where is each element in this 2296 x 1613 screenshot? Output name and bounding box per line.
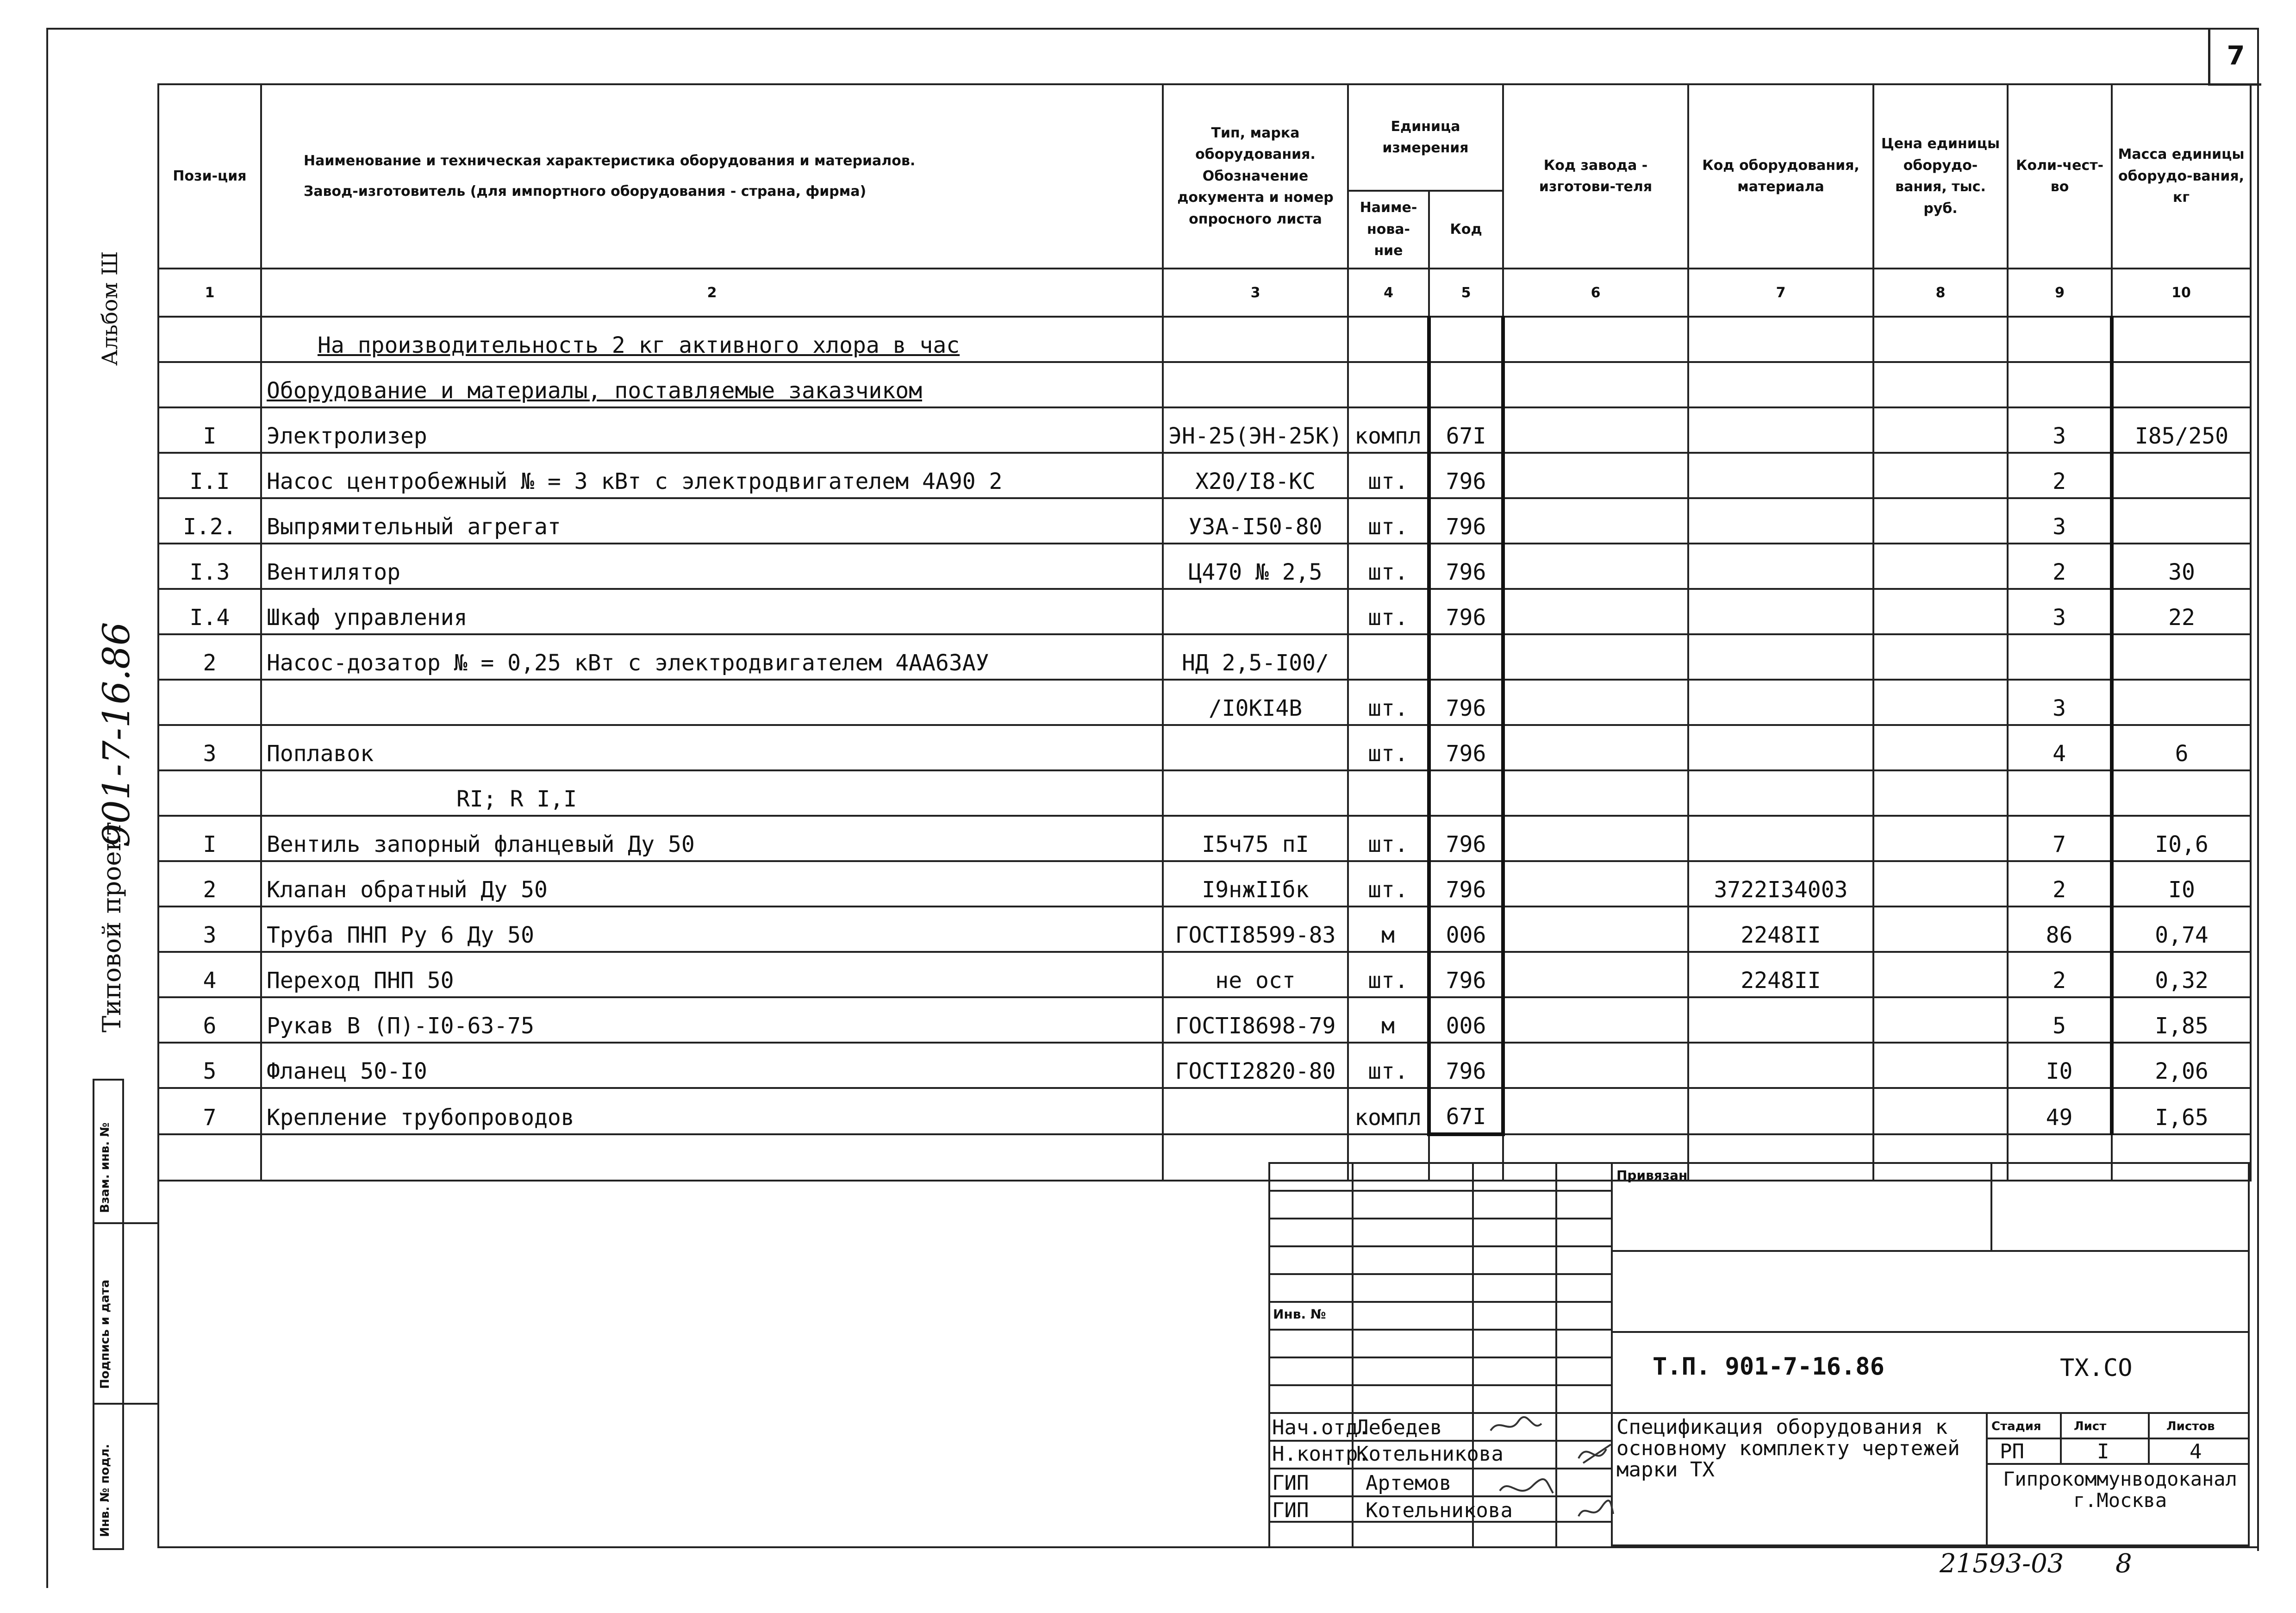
cell-mass (2112, 634, 2251, 680)
cell-name: Крепление трубопроводов (261, 1088, 1163, 1134)
cell-factory-code (1503, 498, 1688, 544)
cell-unit-name: шт. (1348, 544, 1429, 589)
cell-type: ГОСТI8599-83 (1163, 907, 1348, 952)
cell-type: не ост (1163, 952, 1348, 997)
header-position: Пози-ция (158, 84, 261, 269)
specification-table (157, 83, 2252, 1182)
document-title: Спецификация оборудования к основному комплекту чертежей марки ТХ (1616, 1415, 1960, 1482)
table-row (158, 1088, 2251, 1134)
cell-position (158, 1134, 261, 1181)
cell-factory-code (1503, 362, 1688, 407)
cell-price (1873, 362, 2008, 407)
table-row (158, 407, 2251, 453)
cell-type: Х20/I8-КС (1163, 453, 1348, 498)
cell-price (1873, 861, 2008, 907)
signer-name: Котельникова (1356, 1442, 1504, 1466)
cell-unit-code: 796 (1429, 589, 1503, 634)
tb-line (1268, 1162, 1270, 1546)
tb-line (1268, 1273, 1611, 1275)
header-name-line2: Завод-изготовитель (для импортного оборудования - страна, фирма) (304, 183, 867, 200)
cell-quantity: 86 (2008, 907, 2112, 952)
sheet-label: Лист (2074, 1419, 2107, 1433)
cell-price (1873, 725, 2008, 770)
cell-position: 4 (158, 952, 261, 997)
cell-equipment-code (1688, 1043, 1873, 1088)
cell-price (1873, 544, 2008, 589)
cell-mass: 2,06 (2112, 1043, 2251, 1088)
specification-body (158, 317, 2251, 1181)
table-row (158, 680, 2251, 725)
margin-stamp-separator (93, 1222, 157, 1224)
cell-price (1873, 317, 2008, 362)
column-number: 7 (1688, 269, 1873, 317)
cell-equipment-code: 2248II (1688, 907, 1873, 952)
cell-unit-code: 796 (1429, 725, 1503, 770)
stamp-vzam-inv: Взам. инв. № (98, 1122, 112, 1213)
cell-position: 2 (158, 634, 261, 680)
cell-equipment-code (1688, 634, 1873, 680)
cell-factory-code (1503, 997, 1688, 1043)
privyazan-label: Привязан (1616, 1168, 1688, 1183)
cell-unit-code: 796 (1429, 453, 1503, 498)
cell-unit-code: 796 (1429, 1043, 1503, 1088)
cell-name (261, 1134, 1163, 1181)
cell-unit-name (1348, 317, 1429, 362)
table-row (158, 317, 2251, 362)
doc-code: Т.П. 901-7-16.86 (1653, 1353, 1884, 1381)
frame-right-line (2257, 28, 2259, 1551)
album-label: Альбом Ш (97, 251, 122, 366)
cell-factory-code (1503, 952, 1688, 997)
tb-line (1268, 1218, 1611, 1219)
cell-name: Насос-дозатор № = 0,25 кВт с электродвигателем 4АА63АУ (261, 634, 1163, 680)
cell-equipment-code (1688, 317, 1873, 362)
cell-quantity: 3 (2008, 589, 2112, 634)
table-row (158, 453, 2251, 498)
cell-price (1873, 453, 2008, 498)
cell-equipment-code (1688, 680, 1873, 725)
cell-name: Вентилятор (261, 544, 1163, 589)
tb-line (1268, 1357, 1611, 1358)
tb-line (1268, 1162, 2250, 1164)
cell-position: I.4 (158, 589, 261, 634)
cell-unit-code: 67I (1429, 407, 1503, 453)
cell-type: I5ч75 пI (1163, 816, 1348, 861)
cell-unit-code (1429, 362, 1503, 407)
cell-position: I.2. (158, 498, 261, 544)
cell-factory-code (1503, 1043, 1688, 1088)
cell-quantity (2008, 634, 2112, 680)
tb-line (1611, 1544, 2250, 1546)
cell-price (1873, 680, 2008, 725)
cell-position: I (158, 816, 261, 861)
cell-quantity: 3 (2008, 680, 2112, 725)
cell-unit-name: компл (1348, 1088, 1429, 1134)
cell-factory-code (1503, 317, 1688, 362)
frame-left-line (46, 28, 48, 1588)
cell-price (1873, 770, 2008, 816)
cell-position: I.I (158, 453, 261, 498)
tb-line (1268, 1384, 1611, 1386)
cell-position (158, 317, 261, 362)
cell-unit-code: 796 (1429, 861, 1503, 907)
column-number: 8 (1873, 269, 2008, 317)
signer-role: ГИП (1272, 1471, 1309, 1495)
cell-unit-name (1348, 362, 1429, 407)
cell-factory-code (1503, 680, 1688, 725)
table-row (158, 589, 2251, 634)
cell-unit-code (1429, 634, 1503, 680)
cell-factory-code (1503, 725, 1688, 770)
tb-line (1268, 1301, 1611, 1303)
cell-equipment-code (1688, 544, 1873, 589)
column-number-row (158, 269, 2251, 317)
cell-type: Ц470 № 2,5 (1163, 544, 1348, 589)
cell-mass (2112, 362, 2251, 407)
table-row (158, 861, 2251, 907)
cell-unit-name: шт. (1348, 453, 1429, 498)
tb-line (1268, 1190, 1611, 1192)
cell-mass: I,85 (2112, 997, 2251, 1043)
cell-price (1873, 952, 2008, 997)
tb-line (1352, 1162, 1354, 1546)
cell-quantity: 3 (2008, 407, 2112, 453)
cell-mass (2112, 770, 2251, 816)
cell-unit-name: шт. (1348, 725, 1429, 770)
cell-quantity: 7 (2008, 816, 2112, 861)
tb-line (1986, 1412, 1988, 1546)
cell-position (158, 362, 261, 407)
cell-unit-code: 67I (1429, 1088, 1503, 1134)
signer-role: ГИП (1272, 1499, 1309, 1522)
tb-line (1611, 1412, 2250, 1414)
cell-position: 3 (158, 725, 261, 770)
cell-equipment-code (1688, 1088, 1873, 1134)
tb-line (1268, 1245, 1611, 1247)
cell-type (1163, 770, 1348, 816)
cell-type: I9нжIIбк (1163, 861, 1348, 907)
frame-top-line (46, 28, 2259, 30)
cell-mass: 30 (2112, 544, 2251, 589)
cell-unit-code: 796 (1429, 544, 1503, 589)
cell-factory-code (1503, 634, 1688, 680)
cell-factory-code (1503, 861, 1688, 907)
project-label: Типовой проект (97, 821, 126, 1032)
cell-unit-name: шт. (1348, 816, 1429, 861)
cell-quantity: I0 (2008, 1043, 2112, 1088)
stage-label: Стадия (1991, 1419, 2041, 1433)
margin-stamp-separator (93, 1403, 157, 1405)
cell-name: Труба ПНП Ру 6 Ду 50 (261, 907, 1163, 952)
cell-position: I.3 (158, 544, 261, 589)
cell-unit-name: м (1348, 907, 1429, 952)
sheets-label: Листов (2166, 1419, 2215, 1433)
tb-line (1990, 1162, 1992, 1250)
cell-position: 2 (158, 861, 261, 907)
cell-name: Вентиль запорный фланцевый Ду 50 (261, 816, 1163, 861)
cell-mass (2112, 453, 2251, 498)
cell-unit-name: компл (1348, 407, 1429, 453)
cell-mass: I,65 (2112, 1088, 2251, 1134)
cell-factory-code (1503, 589, 1688, 634)
cell-price (1873, 1043, 2008, 1088)
drawing-mark: ТХ.СО (2060, 1354, 2133, 1382)
cell-quantity: 5 (2008, 997, 2112, 1043)
header-price: Цена единицы оборудо-вания, тыс. руб. (1873, 84, 2008, 269)
cell-unit-code (1429, 317, 1503, 362)
cell-unit-code: 796 (1429, 498, 1503, 544)
cell-price (1873, 589, 2008, 634)
cell-quantity (2008, 317, 2112, 362)
table-row (158, 997, 2251, 1043)
column-number: 1 (158, 269, 261, 317)
cell-type: НД 2,5-I00/ (1163, 634, 1348, 680)
cell-name: Выпрямительный агрегат (261, 498, 1163, 544)
cell-factory-code (1503, 816, 1688, 861)
cell-mass (2112, 498, 2251, 544)
stage-value: РП (2000, 1440, 2024, 1463)
cell-factory-code (1503, 407, 1688, 453)
column-number: 3 (1163, 269, 1348, 317)
header-factory-code: Код завода - изготови-теля (1503, 84, 1688, 269)
sheets-value: 4 (2190, 1440, 2202, 1463)
cell-name (261, 680, 1163, 725)
header-unit: Единица измерения (1348, 84, 1503, 191)
cell-position (158, 770, 261, 816)
cell-unit-code: 006 (1429, 907, 1503, 952)
stamp-podpis-data: Подпись и дата (98, 1279, 112, 1389)
cell-unit-name (1348, 770, 1429, 816)
footer-page: 8 (2115, 1549, 2132, 1579)
cell-quantity: 2 (2008, 952, 2112, 997)
tb-line (1268, 1329, 1611, 1331)
cell-name: Поплавок (261, 725, 1163, 770)
header-name (261, 84, 1163, 269)
cell-type: /I0КI4В (1163, 680, 1348, 725)
cell-type: ГОСТI2820-80 (1163, 1043, 1348, 1088)
header-unit-name: Наиме-нова-ние (1348, 191, 1429, 269)
cell-name: Фланец 50-I0 (261, 1043, 1163, 1088)
inv-no-label: Инв. № (1273, 1307, 1326, 1322)
cell-type (1163, 362, 1348, 407)
cell-name: Оборудование и материалы, поставляемые заказчиком (261, 362, 1163, 407)
cell-unit-name (1348, 634, 1429, 680)
table-row (158, 634, 2251, 680)
signer-name: Артемов (1366, 1471, 1452, 1495)
cell-price (1873, 816, 2008, 861)
header-name-line1: Наименование и техническая характеристика оборудования и материалов. (304, 153, 916, 169)
column-number: 6 (1503, 269, 1688, 317)
margin-stamp-column-blank (120, 1079, 159, 1546)
column-number: 9 (2008, 269, 2112, 317)
cell-unit-code (1429, 770, 1503, 816)
cell-mass: 0,74 (2112, 907, 2251, 952)
cell-quantity: 49 (2008, 1088, 2112, 1134)
cell-position: 7 (158, 1088, 261, 1134)
cell-position: I (158, 407, 261, 453)
cell-unit-name: м (1348, 997, 1429, 1043)
table-row (158, 725, 2251, 770)
cell-unit-name: шт. (1348, 952, 1429, 997)
page-number: 7 (2208, 28, 2261, 86)
signer-role: Нач.отд. (1272, 1416, 1370, 1439)
column-number: 5 (1429, 269, 1503, 317)
cell-factory-code (1503, 453, 1688, 498)
table-row (158, 816, 2251, 861)
cell-price (1873, 498, 2008, 544)
cell-unit-name: шт. (1348, 1043, 1429, 1088)
cell-equipment-code: 2248II (1688, 952, 1873, 997)
cell-equipment-code (1688, 725, 1873, 770)
tb-line (2148, 1412, 2150, 1463)
cell-position: 3 (158, 907, 261, 952)
sheet-value: I (2097, 1440, 2109, 1463)
tb-line (2248, 1162, 2250, 1546)
cell-type: ЭН-25(ЭН-25К) (1163, 407, 1348, 453)
cell-factory-code (1503, 544, 1688, 589)
tb-line (1986, 1463, 2250, 1465)
table-row (158, 770, 2251, 816)
cell-position: 5 (158, 1043, 261, 1088)
stamp-inv-podl: Инв. № подл. (98, 1444, 112, 1537)
column-number: 2 (261, 269, 1163, 317)
cell-unit-name: шт. (1348, 498, 1429, 544)
cell-name: На производительность 2 кг активного хлора в час (261, 317, 1163, 362)
cell-name: Клапан обратный Ду 50 (261, 861, 1163, 907)
project-number-handwritten: 901-7-16.86 (95, 622, 138, 847)
cell-position (158, 680, 261, 725)
column-number: 4 (1348, 269, 1429, 317)
cell-quantity (2008, 362, 2112, 407)
cell-price (1873, 634, 2008, 680)
organization: Гипрокоммунводоканал г.Москва (2003, 1468, 2237, 1512)
cell-equipment-code (1688, 589, 1873, 634)
cell-factory-code (1503, 770, 1688, 816)
cell-type: УЗА-I50-80 (1163, 498, 1348, 544)
tb-line (1611, 1250, 2250, 1252)
cell-equipment-code (1688, 362, 1873, 407)
tb-line (2060, 1412, 2062, 1463)
signer-name: Лебедев (1356, 1416, 1442, 1439)
tb-line (1611, 1331, 2250, 1333)
column-number: 10 (2112, 269, 2251, 317)
cell-equipment-code (1688, 498, 1873, 544)
handwritten-signatures (1472, 1412, 1616, 1523)
cell-unit-code: 796 (1429, 816, 1503, 861)
tb-line (1986, 1438, 2250, 1439)
cell-mass (2112, 680, 2251, 725)
cell-name: Рукав В (П)-I0-63-75 (261, 997, 1163, 1043)
cell-unit-name: шт. (1348, 680, 1429, 725)
cell-unit-code: 796 (1429, 680, 1503, 725)
cell-equipment-code: 3722I34003 (1688, 861, 1873, 907)
signer-role: Н.контр. (1272, 1442, 1370, 1466)
footer-note: 21593-03 (1940, 1549, 2064, 1579)
title-block (1268, 1162, 2250, 1546)
table-row (158, 498, 2251, 544)
cell-price (1873, 907, 2008, 952)
cell-mass: I0 (2112, 861, 2251, 907)
cell-equipment-code (1688, 407, 1873, 453)
cell-type (1163, 317, 1348, 362)
cell-name: RI; R I,I (261, 770, 1163, 816)
cell-mass: I0,6 (2112, 816, 2251, 861)
table-row (158, 952, 2251, 997)
table-row (158, 362, 2251, 407)
header-row (158, 84, 2251, 191)
cell-name: Переход ПНП 50 (261, 952, 1163, 997)
table-row (158, 907, 2251, 952)
cell-unit-name: шт. (1348, 861, 1429, 907)
signer-name: Котельникова (1366, 1499, 1513, 1522)
cell-equipment-code (1688, 816, 1873, 861)
cell-price (1873, 1088, 2008, 1134)
cell-mass: I85/250 (2112, 407, 2251, 453)
header-mass: Масса единицы оборудо-вания, кг (2112, 84, 2251, 269)
frame-bottom-line (157, 1546, 2259, 1548)
cell-mass: 6 (2112, 725, 2251, 770)
cell-price (1873, 407, 2008, 453)
cell-quantity: 3 (2008, 498, 2112, 544)
header-equipment-code: Код оборудования, материала (1688, 84, 1873, 269)
cell-mass (2112, 317, 2251, 362)
cell-name: Насос центробежный № = 3 кВт с электродвигателем 4А90 2 (261, 453, 1163, 498)
header-quantity: Коли-чест-во (2008, 84, 2112, 269)
cell-equipment-code (1688, 997, 1873, 1043)
cell-factory-code (1503, 907, 1688, 952)
table-row (158, 544, 2251, 589)
cell-mass: 22 (2112, 589, 2251, 634)
cell-unit-code: 006 (1429, 997, 1503, 1043)
cell-type (1163, 725, 1348, 770)
cell-quantity: 2 (2008, 861, 2112, 907)
cell-quantity: 2 (2008, 544, 2112, 589)
cell-name: Шкаф управления (261, 589, 1163, 634)
cell-name: Электролизер (261, 407, 1163, 453)
header-type: Тип, марка оборудования. Обозначение документа и номер опросного листа (1163, 84, 1348, 269)
header-unit-code: Код (1429, 191, 1503, 269)
cell-type (1163, 589, 1348, 634)
cell-mass: 0,32 (2112, 952, 2251, 997)
cell-quantity (2008, 770, 2112, 816)
cell-position: 6 (158, 997, 261, 1043)
cell-price (1873, 997, 2008, 1043)
table-row (158, 1043, 2251, 1088)
cell-factory-code (1503, 1088, 1688, 1134)
cell-equipment-code (1688, 770, 1873, 816)
cell-unit-name: шт. (1348, 589, 1429, 634)
cell-quantity: 2 (2008, 453, 2112, 498)
cell-equipment-code (1688, 453, 1873, 498)
cell-type: ГОСТI8698-79 (1163, 997, 1348, 1043)
cell-unit-code: 796 (1429, 952, 1503, 997)
cell-type (1163, 1088, 1348, 1134)
cell-quantity: 4 (2008, 725, 2112, 770)
